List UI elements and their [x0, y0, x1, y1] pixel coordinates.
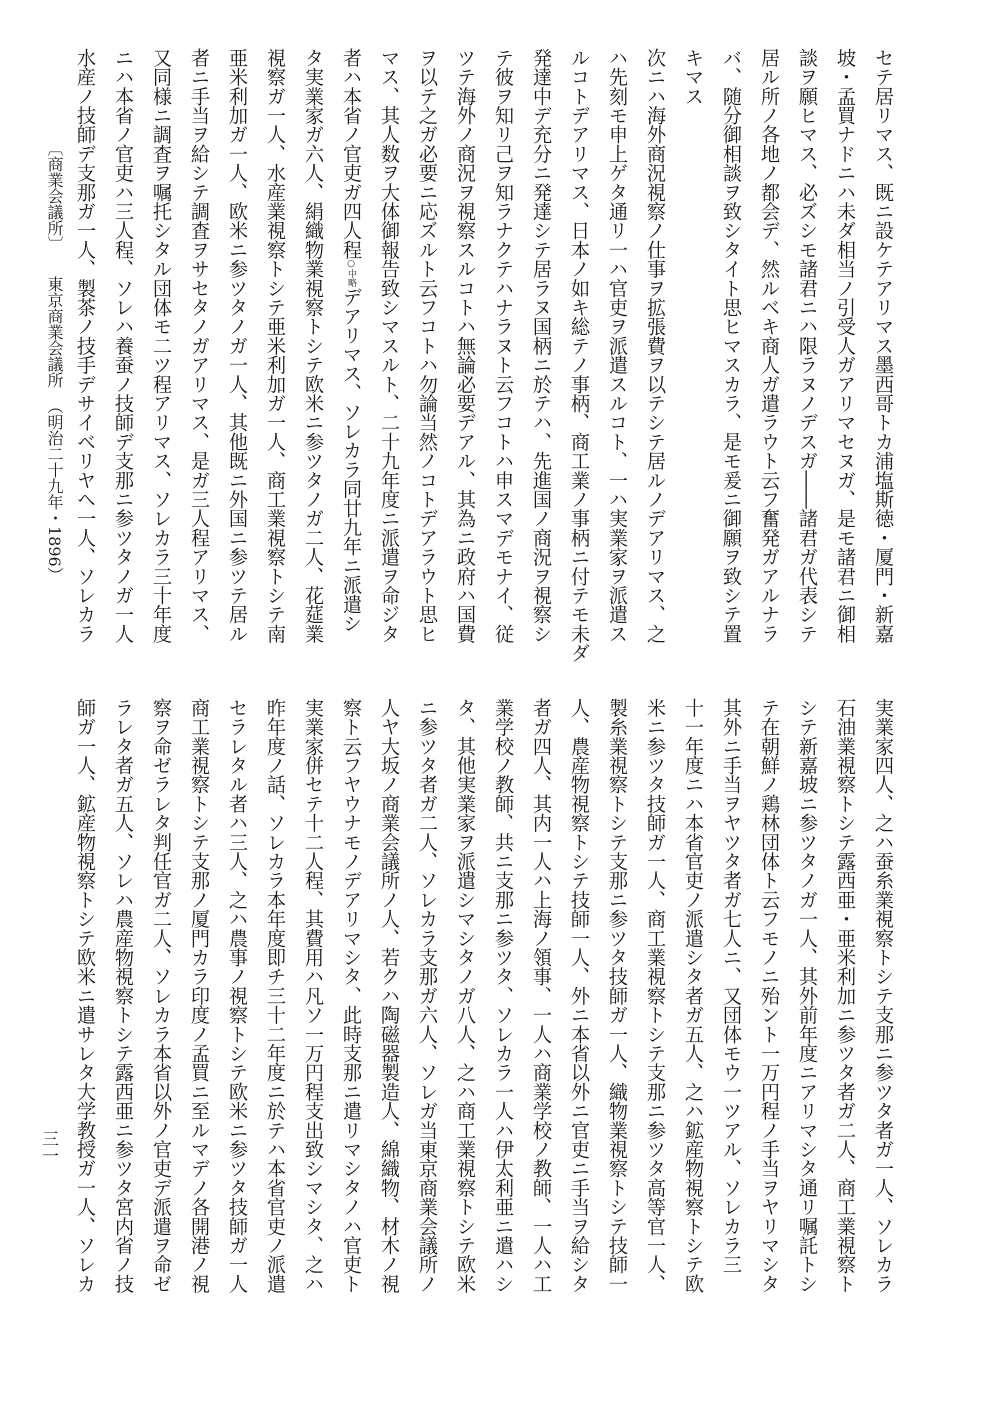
column-text: デアリマス、ソレカラ同廿九年ニ派遣シ — [340, 287, 363, 633]
text-column: ルコトデアリマス、日本ノ如キ総テノ事柄、商工業ノ事柄ニ付テモ未ダ — [568, 48, 591, 663]
text-column: ヲ以テ之ガ必要ニ応ズルト云フコトハ勿論当然ノコトデアラウト思ヒ — [416, 48, 439, 644]
section-caption — [44, 140, 64, 583]
text-column: 石油業視察トシテ露西亜・亜米利加ニ参ツタ者ガ二人、商工業視察ト — [834, 698, 857, 1294]
text-column: 人ヤ大坂ノ商業会議所ノ人、若クハ陶磁器製造人、綿織物、材木ノ視 — [378, 698, 401, 1294]
text-column: 者ニ手当ヲ給シテ調査ヲサセタノガアリマス、是ガ三人程アリマス、 — [188, 48, 211, 644]
text-column: セラレタル者ハ三人、之ハ農事ノ視察トシテ欧米ニ参ツタ技師ガ一人 — [226, 698, 249, 1294]
text-column: マス、其人数ヲ大体御報告致シマスルト、二十九年度ニ派遣ヲ命ジタ — [378, 48, 401, 644]
text-column: シテ新嘉坡ニ参ツタノガ一人、其外前年度ニアリマシタ通リ嘱託トシ — [796, 698, 819, 1294]
text-column: テ在朝鮮ノ鶏林団体ト云フモノニ殆ント一万円程ノ手当ヲヤリマシタ — [758, 698, 781, 1294]
text-column: ニ参ツタ者ガ二人、ソレカラ支那ガ六人、ソレガ当東京商業会議所ノ — [416, 698, 439, 1294]
text-column: 発達中デ充分ニ発達シテ居ラヌ国柄ニ於テハ、先進国ノ商況ヲ視察シ — [530, 48, 553, 644]
text-column: 十一年度ニハ本省官吏ノ派遣シタ者ガ五人、之ハ鉱産物視察トシテ欧 — [682, 698, 705, 1294]
text-column: 商工業視察トシテ支那ノ厦門カラ印度ノ孟買ニ至ルマデノ各開港ノ視 — [188, 698, 211, 1294]
text-column — [338, 48, 364, 633]
text-column: セテ居リマス、既ニ設ケテアリマス墨西哥トカ浦塩斯徳・厦門・新嘉 — [872, 48, 895, 644]
text-column: キマス — [682, 48, 705, 106]
column-text: 者ハ本省ノ官吏ガ四人程 — [340, 48, 363, 260]
text-column: ハ先刻モ申上ゲタ通リ一ハ官吏ヲ派遣スルコト、一ハ実業家ヲ派遣ス — [606, 48, 629, 644]
text-column: 製糸業視察トシテ支那ニ参ツタ技師ガ一人、織物業視察トシテ技師一 — [606, 698, 629, 1294]
text-column: タ、其他実業家ヲ派遣シマシタノガ八人、之ハ商工業視察トシテ欧米 — [454, 698, 477, 1294]
text-column: ニハ本省ノ官吏ハ三人程、ソレハ養蚕ノ技師デ支那ニ参ツタノガ一人 — [112, 48, 135, 644]
text-column: 居ル所ノ各地ノ都会デ、然ルベキ商人ガ遣ラウト云フ奮発ガアルナラ — [758, 48, 781, 644]
section-label: 〔商業会議所〕 — [45, 140, 64, 252]
text-column: バ、随分御相談ヲ致シタイト思ヒマスカラ、是モ爰ニ御願ヲ致シテ置 — [720, 48, 743, 644]
text-column: テ彼ヲ知リ己ヲ知ラナクテハナラヌト云フコトハ申スマデモナイ、従 — [492, 48, 515, 644]
organization-name: 東京商業会議所 — [45, 276, 64, 388]
text-column: 人、農産物視察トシテ技師一人、外ニ本省以外ニ官吏ニ手当ヲ給シタ — [568, 698, 591, 1294]
text-column: 坡・孟買ナドニハ未ダ相当ノ引受人ガアリマセヌガ、是モ諸君ニ御相 — [834, 48, 857, 644]
text-column: 水産ノ技師デ支那ガ一人、製茶ノ技手デサイベリヤヘ一人、ソレカラ — [74, 48, 97, 644]
text-column: 又同様ニ調査ヲ嘱托シタル団体モ二ツ程アリマス、ソレカラ三十年度 — [150, 48, 173, 644]
text-column: 視察ガ一人、水産業視察トシテ亜米利加ガ一人、商工業視察トシテ南 — [264, 48, 287, 644]
text-column: 師ガ一人、鉱産物視察トシテ欧米ニ遣サレタ大学教授ガ一人、ソレカ — [74, 698, 97, 1294]
text-column: 其外ニ手当ヲヤツタ者ガ七人ニ、又団体モウ一ツアル、ソレカラ三 — [720, 698, 743, 1274]
inline-note-mark: ○ — [346, 259, 356, 270]
text-column: 談ヲ願ヒマス、必ズシモ諸君ニハ限ラヌノデスガ――諸君ガ代表シテ — [796, 48, 819, 644]
text-column: タ実業家ガ六人、絹織物業視察トシテ欧米ニ参ツタノガ二人、花莚業 — [302, 48, 325, 644]
text-column: 察ト云フヤウナモノデアリマシタ、此時支那ニ遣リマシタノハ官吏ト — [340, 698, 363, 1294]
text-column: 亜米利加ガ一人、欧米ニ参ツタノガ一人、其他既ニ外国ニ参ツテ居ル — [226, 48, 249, 644]
era-year: （明治二十九年・1896） — [45, 398, 64, 583]
inline-note: 中略 — [346, 269, 356, 288]
text-column: 察ヲ命ゼラレタ判任官ガ二人、ソレカラ本省以外ノ官吏デ派遣ヲ命ゼ — [150, 698, 173, 1294]
text-column: 実業家併セテ十二人程、其費用ハ凡ソ一万円程支出致シマシタ、之ハ — [302, 698, 325, 1294]
text-column: 者ガ四人、其内一人ハ上海ノ領事、一人ハ商業学校ノ教師、一人ハ工 — [530, 698, 553, 1294]
page-number: 三一 — [38, 1130, 58, 1164]
text-column: 実業家四人、之ハ蚕糸業視察トシテ支那ニ参ツタ者ガ一人、ソレカラ — [872, 698, 895, 1294]
text-column: ラレタ者ガ五人、ソレハ農産物視察トシテ露西亜ニ参ツタ宮内省ノ技 — [112, 698, 135, 1294]
text-column: ツテ海外ノ商況ヲ視察スルコトハ無論必要デアル、其為ニ政府ハ国費 — [454, 48, 477, 644]
text-column: 米ニ参ツタ技師ガ一人、商工業視察トシテ支那ニ参ツタ高等官一人、 — [644, 698, 667, 1294]
text-column: 業学校ノ教師、共ニ支那ニ参ツタ、ソレカラ一人ハ伊太利亜ニ遣ハシ — [492, 698, 515, 1294]
text-column: 次ニハ海外商況視察ノ仕事ヲ拡張費ヲ以テシテ居ルノデアリマス、之 — [644, 48, 667, 644]
text-column: 昨年度ノ話、ソレカラ本年度即チ三十二年度ニ於テハ本省官吏ノ派遣 — [264, 698, 287, 1294]
